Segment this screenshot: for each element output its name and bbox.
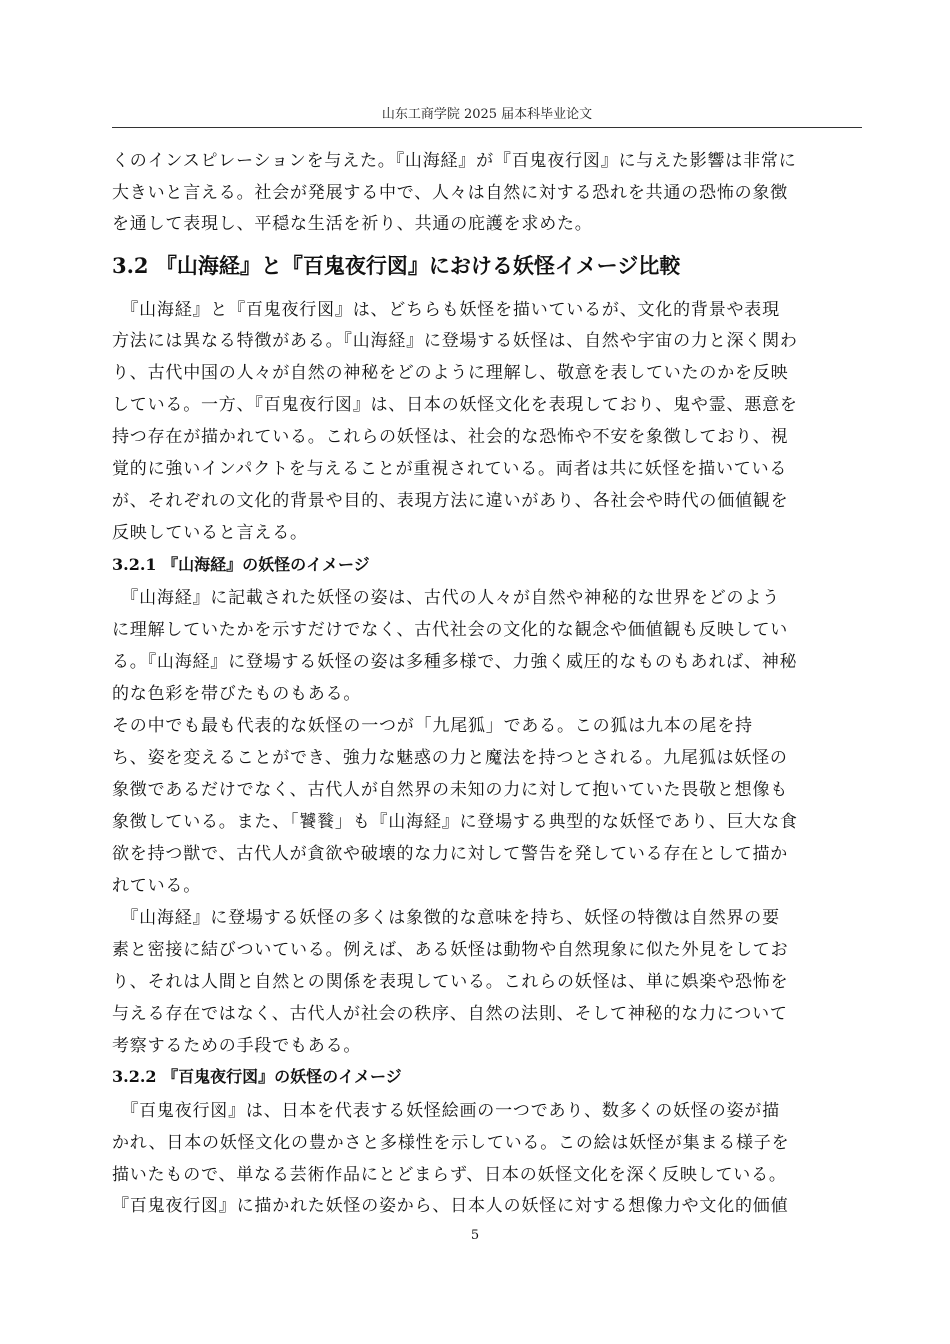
body-line: 『山海経』と『百鬼夜行図』は、どちらも妖怪を描いているが、文化的背景や表現	[112, 300, 780, 320]
body-line: 欲を持つ獣で、古代人が貪欲や破壊的な力に対して警告を発している存在として描か	[112, 844, 789, 864]
section-heading-3-2: 3.2 『山海経』と『百鬼夜行図』における妖怪イメージ比較	[112, 253, 681, 278]
body-line: ち、姿を変えることができ、強力な魅惑の力と魔法を持つとされる。九尾狐は妖怪の	[112, 748, 788, 768]
body-line: 持つ存在が描かれている。これらの妖怪は、社会的な恐怖や不安を象徴しており、視	[112, 427, 789, 447]
body-line: に理解していたかを示すだけでなく、古代社会の文化的な観念や価値観も反映してい	[112, 620, 789, 640]
body-line: 『山海経』に記載された妖怪の姿は、古代の人々が自然や神秘的な世界をどのよう	[112, 588, 780, 608]
subsection-heading-3-2-1: 3.2.1 『山海経』の妖怪のイメージ	[112, 555, 370, 574]
body-line: かれ、日本の妖怪文化の豊かさと多様性を示している。この絵は妖怪が集まる様子を	[112, 1133, 790, 1153]
body-line: 方法には異なる特徴がある。『山海経』に登場する妖怪は、自然や宇宙の力と深く関わ	[112, 331, 798, 351]
body-line: が、それぞれの文化的背景や目的、表現方法に違いがあり、各社会や時代の価値観を	[112, 491, 789, 511]
body-line: 的な色彩を帯びたものもある。	[112, 684, 362, 704]
body-line: 象徴している。また、「饕餮」も『山海経』に登場する典型的な妖怪であり、巨大な食	[112, 812, 798, 832]
body-line: その中でも最も代表的な妖怪の一つが「九尾狐」である。この狐は九本の尾を持	[112, 716, 753, 736]
body-line: 『百鬼夜行図』に描かれた妖怪の姿から、日本人の妖怪に対する想像力や文化的価値	[112, 1196, 789, 1216]
body-line: り、古代中国の人々が自然の神秘をどのように理解し、敬意を表していたのかを反映	[112, 363, 789, 383]
body-line: 『百鬼夜行図』は、日本を代表する妖怪絵画の一つであり、数多くの妖怪の姿が描	[112, 1101, 780, 1121]
body-line: している。一方、『百鬼夜行図』は、日本の妖怪文化を表現しており、鬼や霊、悪意を	[112, 395, 798, 415]
running-header: 山东工商学院 2025 届本科毕业论文	[381, 107, 593, 122]
page-number: 5	[470, 1228, 480, 1243]
body-line: 考察するための手段でもある。	[112, 1036, 362, 1056]
header-rule	[112, 127, 862, 128]
body-line: 反映していると言える。	[112, 523, 308, 543]
body-line: 『山海経』に登場する妖怪の多くは象徴的な意味を持ち、妖怪の特徴は自然界の要	[112, 908, 780, 928]
body-line: 素と密接に結びついている。例えば、ある妖怪は動物や自然現象に似た外見をしてお	[112, 940, 789, 960]
subsection-heading-3-2-2: 3.2.2 『百鬼夜行図』の妖怪のイメージ	[112, 1067, 402, 1086]
body-line: を通して表現し、平穏な生活を祈り、共通の庇護を求めた。	[112, 214, 593, 234]
body-line: る。『山海経』に登場する妖怪の姿は多種多様で、力強く威圧的なものもあれば、神秘	[112, 652, 798, 672]
body-line: れている。	[112, 876, 201, 896]
body-line: 与える存在ではなく、古代人が社会の秩序、自然の法則、そして神秘的な力について	[112, 1004, 788, 1024]
body-line: 象徴であるだけでなく、古代人が自然界の未知の力に対して抱いていた畏敬と想像も	[112, 780, 789, 800]
body-line: 大きいと言える。社会が発展する中で、人々は自然に対する恐れを共通の恐怖の象徴	[112, 183, 789, 203]
body-line: くのインスピレーションを与えた。『山海経』が『百鬼夜行図』に与えた影響は非常に	[112, 151, 797, 171]
body-line: り、それは人間と自然との関係を表現している。これらの妖怪は、単に娯楽や恐怖を	[112, 972, 789, 992]
body-line: 描いたもので、単なる芸術作品にとどまらず、日本の妖怪文化を深く反映している。	[112, 1165, 787, 1185]
body-line: 覚的に強いインパクトを与えることが重視されている。両者は共に妖怪を描いている	[112, 459, 788, 479]
